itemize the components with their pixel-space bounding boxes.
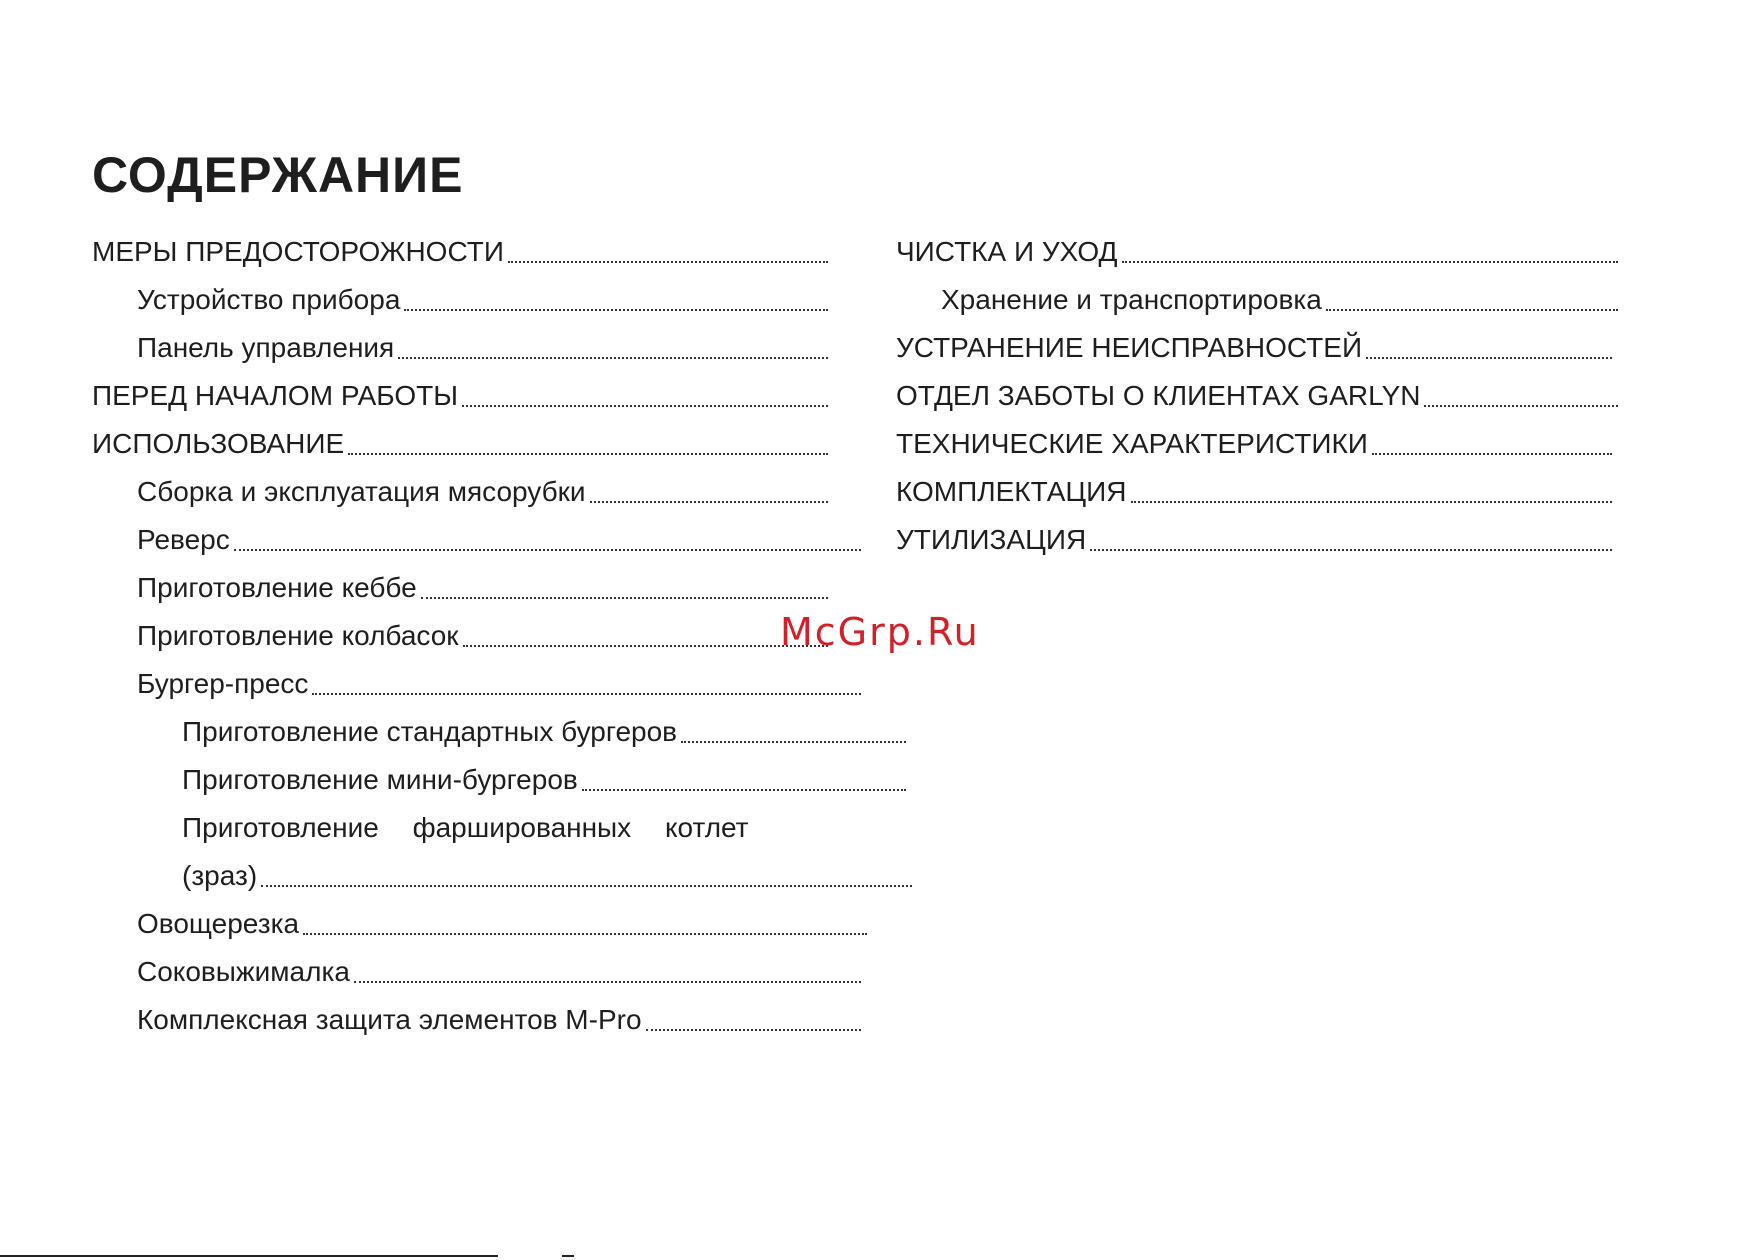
toc-item[interactable] [92, 612, 828, 660]
toc-item[interactable] [92, 276, 828, 324]
toc-item-label: ИСПОЛЬЗОВАНИЕ [92, 428, 345, 459]
toc-item-label: Приготовление кеббе [137, 572, 417, 603]
toc-item[interactable] [92, 324, 828, 372]
toc-item-label: Устройство прибора [137, 284, 401, 315]
toc-item[interactable] [896, 324, 1612, 372]
toc-item-label: Бургер-пресс [137, 668, 309, 699]
dot-leader [234, 549, 861, 551]
toc-item[interactable] [92, 948, 861, 996]
dot-leader [646, 1029, 861, 1031]
footer-mark [562, 1255, 574, 1257]
dot-leader [421, 597, 828, 599]
toc-item[interactable] [92, 468, 828, 516]
toc-left-column [92, 228, 828, 1044]
toc-item[interactable] [896, 372, 1618, 420]
toc-item[interactable] [896, 420, 1612, 468]
toc-item-label: Овощерезка [137, 908, 300, 939]
toc-item-label: КОМПЛЕКТАЦИЯ [896, 476, 1127, 507]
dot-leader [354, 981, 861, 983]
dot-leader [462, 405, 828, 407]
dot-leader [1122, 261, 1618, 263]
dot-leader [463, 645, 828, 647]
toc-item-label: Приготовление стандартных бургеров [182, 716, 678, 747]
dot-leader [1366, 357, 1612, 359]
dot-leader [312, 693, 861, 695]
dot-leader [582, 789, 906, 791]
toc-item[interactable] [92, 420, 828, 468]
page-title: СОДЕРЖАНИЕ [92, 147, 464, 203]
toc-item[interactable] [896, 276, 1618, 324]
toc-item-label: Комплексная защита элементов M-Pro [137, 1004, 642, 1035]
toc-item-label: Приготовление мини-бургеров [182, 764, 578, 795]
toc-item-label: МЕРЫ ПРЕДОСТОРОЖНОСТИ [92, 236, 504, 267]
dot-leader [1424, 405, 1618, 407]
toc-item[interactable] [92, 900, 867, 948]
dot-leader [1131, 501, 1613, 503]
toc-item-label: УТИЛИЗАЦИЯ [896, 524, 1087, 555]
dot-leader [348, 453, 828, 455]
toc-item-label: ЧИСТКА И УХОД [896, 236, 1118, 267]
footer-rule [0, 1255, 498, 1257]
toc-item[interactable] [92, 756, 906, 804]
toc-item-label: Реверс [137, 524, 230, 555]
dot-leader [508, 261, 828, 263]
toc-item[interactable] [92, 852, 912, 900]
dot-leader [404, 309, 828, 311]
toc-item-label: ОТДЕЛ ЗАБОТЫ О КЛИЕНТАХ GARLYN [896, 380, 1421, 411]
dot-leader [681, 741, 906, 743]
watermark-text: McGrp.Ru [780, 610, 980, 654]
toc-item[interactable] [92, 708, 906, 756]
toc-item-label: Сборка и эксплуатация мясорубки [137, 476, 586, 507]
toc-item[interactable] [92, 804, 906, 852]
toc-item[interactable] [92, 564, 828, 612]
dot-leader [590, 501, 828, 503]
dot-leader [261, 885, 912, 887]
dot-leader [1090, 549, 1612, 551]
toc-item[interactable] [92, 996, 861, 1044]
toc-item-label: Хранение и транспортировка [941, 284, 1322, 315]
toc-item-label: Приготовление колбасок [137, 620, 459, 651]
dot-leader [1326, 309, 1618, 311]
toc-right-column [896, 228, 1618, 564]
toc-item[interactable] [92, 516, 861, 564]
toc-item-label: УСТРАНЕНИЕ НЕИСПРАВНОСТЕЙ [896, 332, 1363, 363]
toc-item[interactable] [896, 468, 1612, 516]
dot-leader [398, 357, 828, 359]
dot-leader [1372, 453, 1612, 455]
toc-item-label: ПЕРЕД НАЧАЛОМ РАБОТЫ [92, 380, 459, 411]
toc-item[interactable] [92, 228, 828, 276]
toc-item[interactable] [896, 228, 1618, 276]
toc-item-label: Панель управления [137, 332, 395, 363]
dot-leader [303, 933, 867, 935]
toc-item-label: (зраз) [182, 860, 258, 891]
toc-item-label: ТЕХНИЧЕСКИЕ ХАРАКТЕРИСТИКИ [896, 428, 1368, 459]
toc-item-label: Соковыжималка [137, 956, 350, 987]
toc-item[interactable] [92, 660, 861, 708]
toc-item[interactable] [896, 516, 1612, 564]
toc-item-label: Приготовление фаршированных котлет [182, 812, 749, 843]
toc-item[interactable] [92, 372, 828, 420]
